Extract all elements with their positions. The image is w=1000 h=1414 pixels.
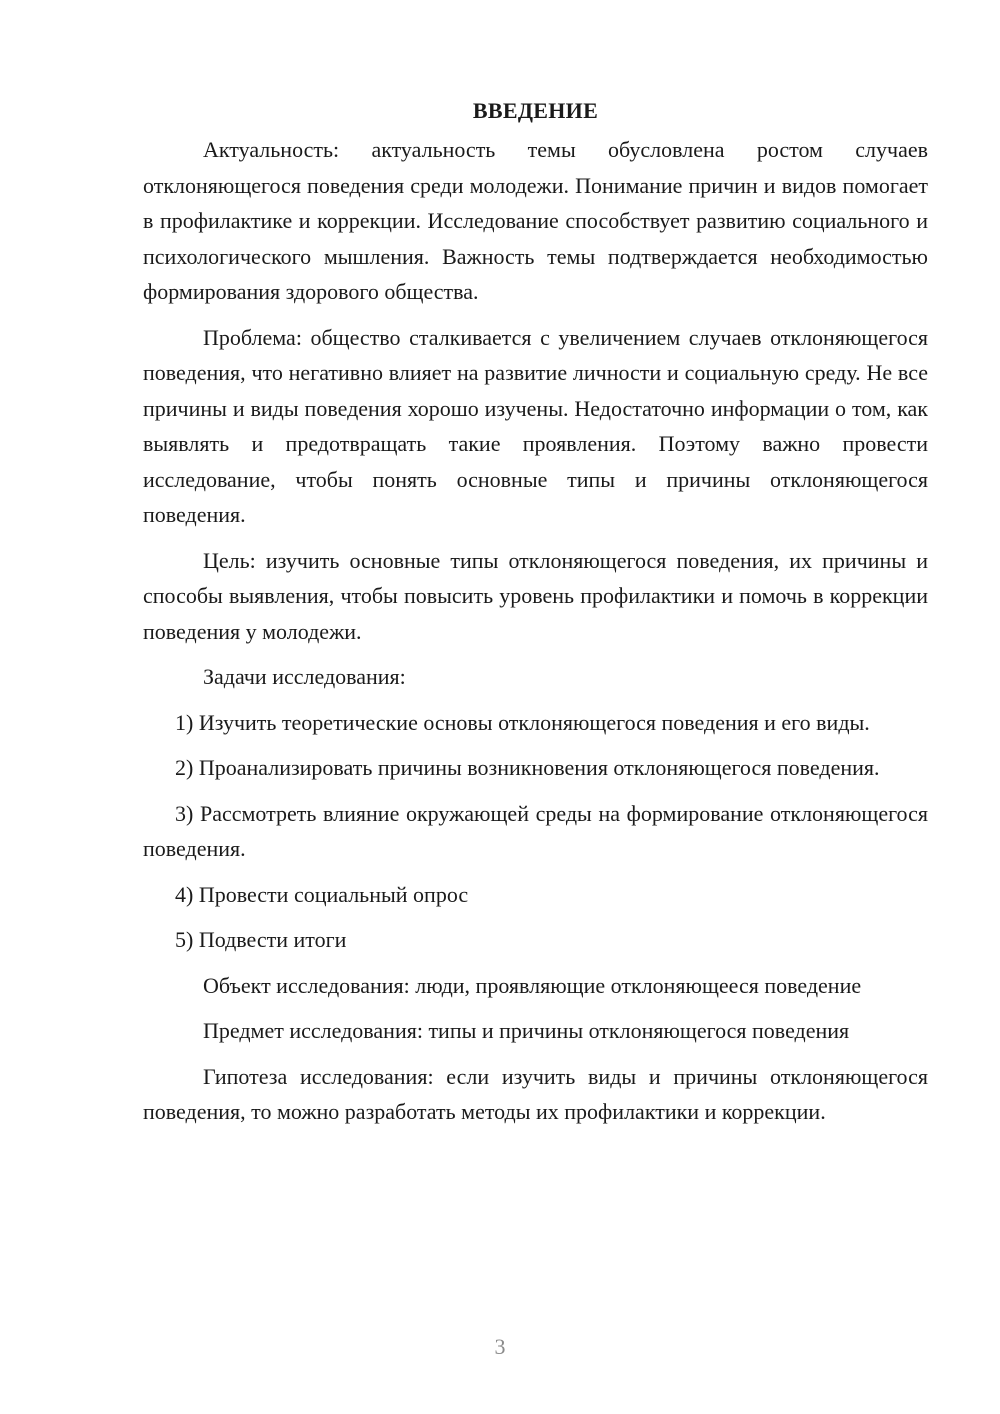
page-number: 3 [494,1334,506,1359]
task-item-3: 3) Рассмотреть влияние окружающей среды на формирование отклоняющегося поведения. [143,800,928,861]
research-hypothesis-paragraph: Гипотеза исследования: если изучить виды и причины отклоняющегося поведения, то можно разработать методы их профилактики и коррекции. [143,1063,928,1124]
document-page [143,92,928,1140]
research-object-paragraph: Объект исследования: люди, проявляющие отклоняющееся поведение [203,972,862,998]
task-item-1: 1) Изучить теоретические основы отклоняющегося поведения и его виды. [175,709,870,735]
task-item-5: 5) Подвести итоги [175,927,347,952]
task-item-2: 2) Проанализировать причины возникновения отклоняющегося поведения. [175,755,880,780]
relevance-paragraph: Актуальность: актуальность темы обусловлена ростом случаев отклоняющегося поведения среди молодежи. Понимание причин и видов помогает в профилактике и коррекции. Исследование способствует развитию социального и психологического мышления. Важность темы подтверждается необходимостью формирования здорового общества. [143,137,928,304]
page-title: ВВЕДЕНИЕ [472,98,599,123]
tasks-heading: Задачи исследования: [203,664,406,689]
problem-paragraph: Проблема: общество сталкивается с увеличением случаев отклоняющегося поведения, что негативно влияет на развитие личности и социальную среду. Не все причины и виды поведения хорошо изучены. Недостаточно информации о том, как выявлять и предотвращать такие проявления. Поэтому важно провести исследование, чтобы понять основные типы и причины отклоняющегося поведения. [143,324,928,527]
goal-paragraph: Цель: изучить основные типы отклоняющегося поведения, их причины и способы выявления, чтобы повысить уровень профилактики и помочь в коррекции поведения у молодежи. [143,547,928,644]
research-subject-paragraph: Предмет исследования: типы и причины отклоняющегося поведения [203,1018,850,1043]
task-item-4: 4) Провести социальный опрос [175,881,469,907]
